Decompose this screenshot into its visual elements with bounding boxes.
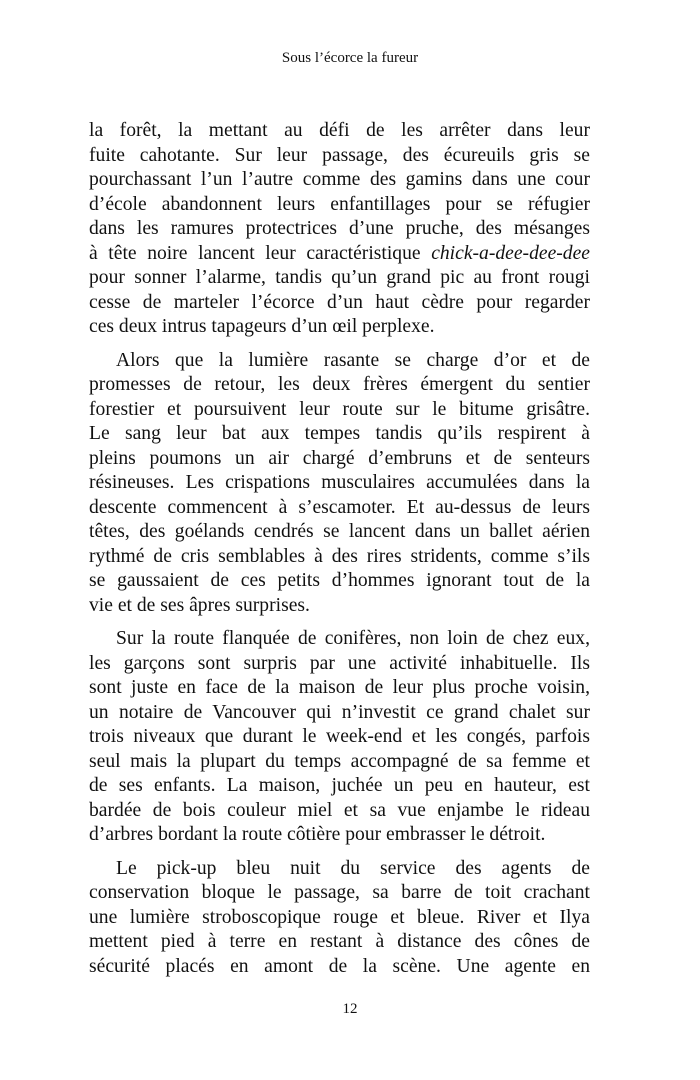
- text-line: les garçons sont surpris par une activité inhabituelle. Ils: [89, 652, 590, 674]
- text-line: vie et de ses âpres surprises.: [89, 594, 310, 616]
- text-line: ces deux intrus tapageurs d’un œil perplexe.: [89, 316, 435, 337]
- paragraph-1: [89, 119, 590, 340]
- text-line: conservation bloque le passage, sa barre de toit crachant: [89, 882, 590, 903]
- text-line: descente commencent à s’escamoter. Et au-dessus de leurs: [89, 496, 590, 518]
- text-line: têtes, des goélands cendrés se lancent dans un ballet aérien: [89, 521, 590, 542]
- paragraph-2: [89, 349, 590, 619]
- text-line: Le pick-up bleu nuit du service des agents de: [116, 857, 590, 879]
- body-text: [89, 119, 590, 988]
- text-line: Alors que la lumière rasante se charge d’or et de: [116, 349, 590, 371]
- text-line: seul mais la plupart du temps accompagné de sa femme et: [89, 750, 590, 772]
- paragraph-4: [89, 857, 590, 980]
- text-line: pleins poumons un air chargé d’embruns et de senteurs: [89, 447, 590, 469]
- italic-birdcall: chick-a-dee-dee-dee: [431, 242, 590, 264]
- text-line: la forêt, la mettant au défi de les arrêter dans leur: [89, 120, 590, 141]
- text-line: rythmé de cris semblables à des rires stridents, comme s’ils: [89, 545, 590, 567]
- text-segment: à tête noire lancent leur caractéristique: [89, 242, 432, 264]
- text-line: forestier et poursuivent leur route sur le bitume grisâtre.: [89, 398, 590, 420]
- text-line: pour sonner l’alarme, tandis qu’un grand pic au front rougi: [89, 267, 590, 288]
- text-line: Sur la route flanquée de conifères, non loin de chez eux,: [116, 628, 590, 649]
- text-line: pourchassant l’un l’autre comme des gamins dans une cour: [89, 169, 590, 190]
- text-line: mettent pied à terre en restant à distance des cônes de: [89, 931, 590, 952]
- text-line: dans les ramures protectrices d’une pruche, des mésanges: [89, 218, 590, 239]
- text-line: d’école abandonnent leurs enfantillages pour se réfugier: [89, 193, 590, 215]
- text-line: cesse de marteler l’écorce d’un haut cèdre pour regarder: [89, 291, 590, 313]
- running-title: Sous l’écorce la fureur: [281, 50, 419, 66]
- text-line: un notaire de Vancouver qui n’investit ce grand chalet sur: [89, 701, 590, 723]
- text-line: résineuses. Les crispations musculaires accumulées dans la: [89, 472, 590, 493]
- text-line: bardée de bois couleur miel et sa vue enjambe le rideau: [89, 799, 590, 821]
- text-line: sécurité placés en amont de la scène. Une agente en: [89, 955, 590, 977]
- text-line: sont juste en face de la maison de leur plus proche voisin,: [89, 677, 590, 698]
- page-number: 12: [342, 1001, 358, 1017]
- text-line: se gaussaient de ces petits d’hommes ignorant tout de la: [89, 570, 590, 591]
- text-line: une lumière stroboscopique rouge et bleue. River et Ilya: [89, 906, 590, 928]
- text-line: trois niveaux que durant le week-end et les congés, parfois: [89, 726, 590, 747]
- paragraph-3: [89, 627, 590, 848]
- text-line: Le sang leur bat aux tempes tandis qu’ils respirent à: [89, 423, 590, 444]
- text-line: d’arbres bordant la route côtière pour embrasser le détroit.: [89, 824, 546, 845]
- text-line: [89, 242, 590, 267]
- text-line: promesses de retour, les deux frères émergent du sentier: [89, 374, 590, 395]
- text-line: de ses enfants. La maison, juchée un peu en hauteur, est: [89, 775, 590, 796]
- text-line: fuite cahotante. Sur leur passage, des écureuils gris se: [89, 144, 590, 166]
